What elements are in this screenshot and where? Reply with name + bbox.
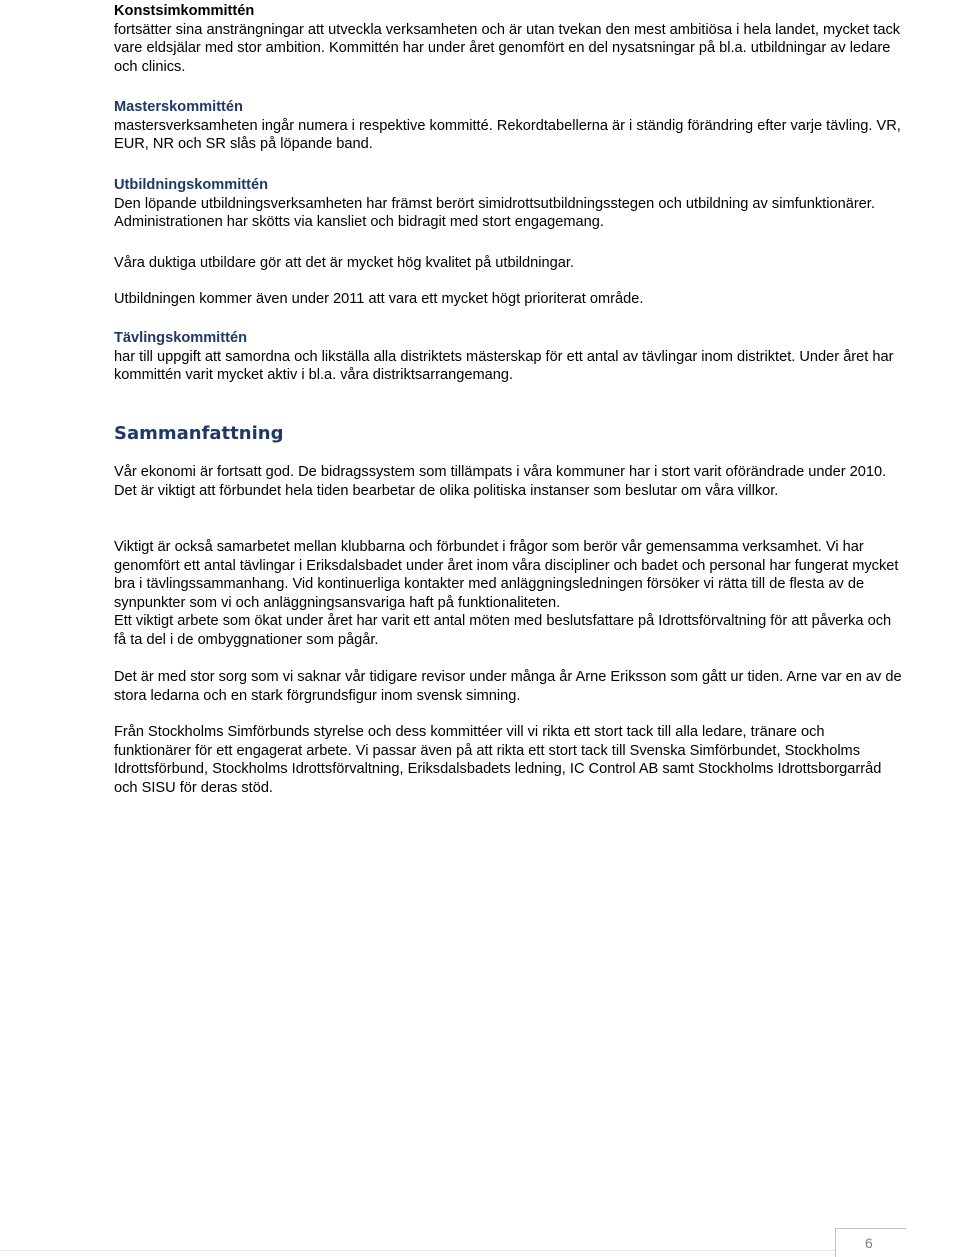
- utbildning-paragraph-3: [114, 290, 904, 309]
- summary-economy-text: Vår ekonomi är fortsatt god. De bidragssystem som tillämpats i våra kommuner har i stort varit oförändrade under 2010. Det är viktigt att förbundet hela tiden bearbetar de olika politiska instanser som beslutar om våra villkor.: [114, 464, 887, 499]
- konstsim-text: fortsätter sina ansträngningar att utveckla verksamheten och är utan tvekan den mest ambitiösa i hela landet, mycket tack vare eldsjälar med stor ambition. Kommittén har under året genomfört en del nysatsningar på bl.a. utbildningar av ledare och clinics.: [114, 21, 901, 75]
- konstsim-section: [114, 2, 904, 76]
- utbildning-section: [114, 176, 904, 232]
- summary-paragraph-3: [114, 668, 904, 705]
- summary-thanks-text: Från Stockholms Simförbunds styrelse och dess kommittéer vill vi rikta ett stort tack till alla ledare, tränare och funktionärer för ett engagerat arbete. Vi passar även på att rikta ett stort tack till Svenska Simförbundet, Stockholms Idrottsförbund, Stockholms Idrottsförvaltning, Eriksdalsbadets ledning, IC Control AB samt Stockholms Idrottsborgarråd och SISU för deras stöd.: [114, 724, 882, 796]
- summary-paragraph-4: [114, 723, 904, 797]
- tavling-text: har till uppgift att samordna och likställa alla distriktets mästerskap för ett antal av tävlingar inom distriktet. Under året har kommittén varit mycket aktiv i bl.a. våra distriktsarrangemang.: [114, 348, 894, 384]
- masters-text: mastersverksamheten ingår numera i respektive kommitté. Rekordtabellerna är i ständig förändring efter varje tävling. VR, EUR, NR och SR slås på löpande band.: [114, 117, 901, 153]
- summary-paragraph-2: [114, 538, 904, 650]
- tavling-heading: Tävlingskommittén: [114, 330, 247, 346]
- utbildning-paragraph-2: [114, 254, 904, 273]
- summary-cooperation-text: Viktigt är också samarbetet mellan klubbarna och förbundet i frågor som berör vår gemensamma verksamhet. Vi har genomfört ett antal tävlingar i Eriksdalsbadet under året inom våra discipliner och badet och personal har fungerat mycket bra i tävlingssammanhang. Vid kontinuerliga kontakter med anläggningsledningen försöker vi rätta till de flesta av de synpunkter som vi och anläggningsansvariga haft på funktionaliteten.: [114, 539, 899, 611]
- page-number: 6: [865, 1235, 873, 1251]
- utbildning-priority-text: Utbildningen kommer även under 2011 att vara ett mycket högt prioriterat område.: [114, 291, 644, 307]
- konstsim-heading: Konstsimkommittén: [114, 3, 255, 19]
- tavling-section: [114, 329, 904, 385]
- summary-meetings-text: Ett viktigt arbete som ökat under året har varit ett antal möten med beslutsfattare på Idrottsförvaltning för att påverka och få ta del i de ombyggnationer som pågår.: [114, 613, 892, 648]
- utbildning-text: Den löpande utbildningsverksamheten har främst berört simidrottsutbildningsstegen och utbildning av simfunktionärer. Administrationen har skötts via kansliet och bidragit med stort engagemang.: [114, 195, 875, 231]
- utbildning-quality-text: Våra duktiga utbildare gör att det är mycket hög kvalitet på utbildningar.: [114, 255, 574, 271]
- summary-title: Sammanfattning: [114, 423, 284, 444]
- footer-divider: [0, 1250, 835, 1251]
- masters-heading: Masterskommittén: [114, 99, 243, 115]
- masters-section: [114, 98, 904, 154]
- summary-memorial-text: Det är med stor sorg som vi saknar vår tidigare revisor under många år Arne Eriksson som gått ur tiden. Arne var en av de stora ledarna och en stark förgrundsfigur inom svensk simning.: [114, 669, 902, 704]
- summary-paragraph-1: [114, 463, 904, 500]
- utbildning-heading: Utbildningskommittén: [114, 177, 269, 193]
